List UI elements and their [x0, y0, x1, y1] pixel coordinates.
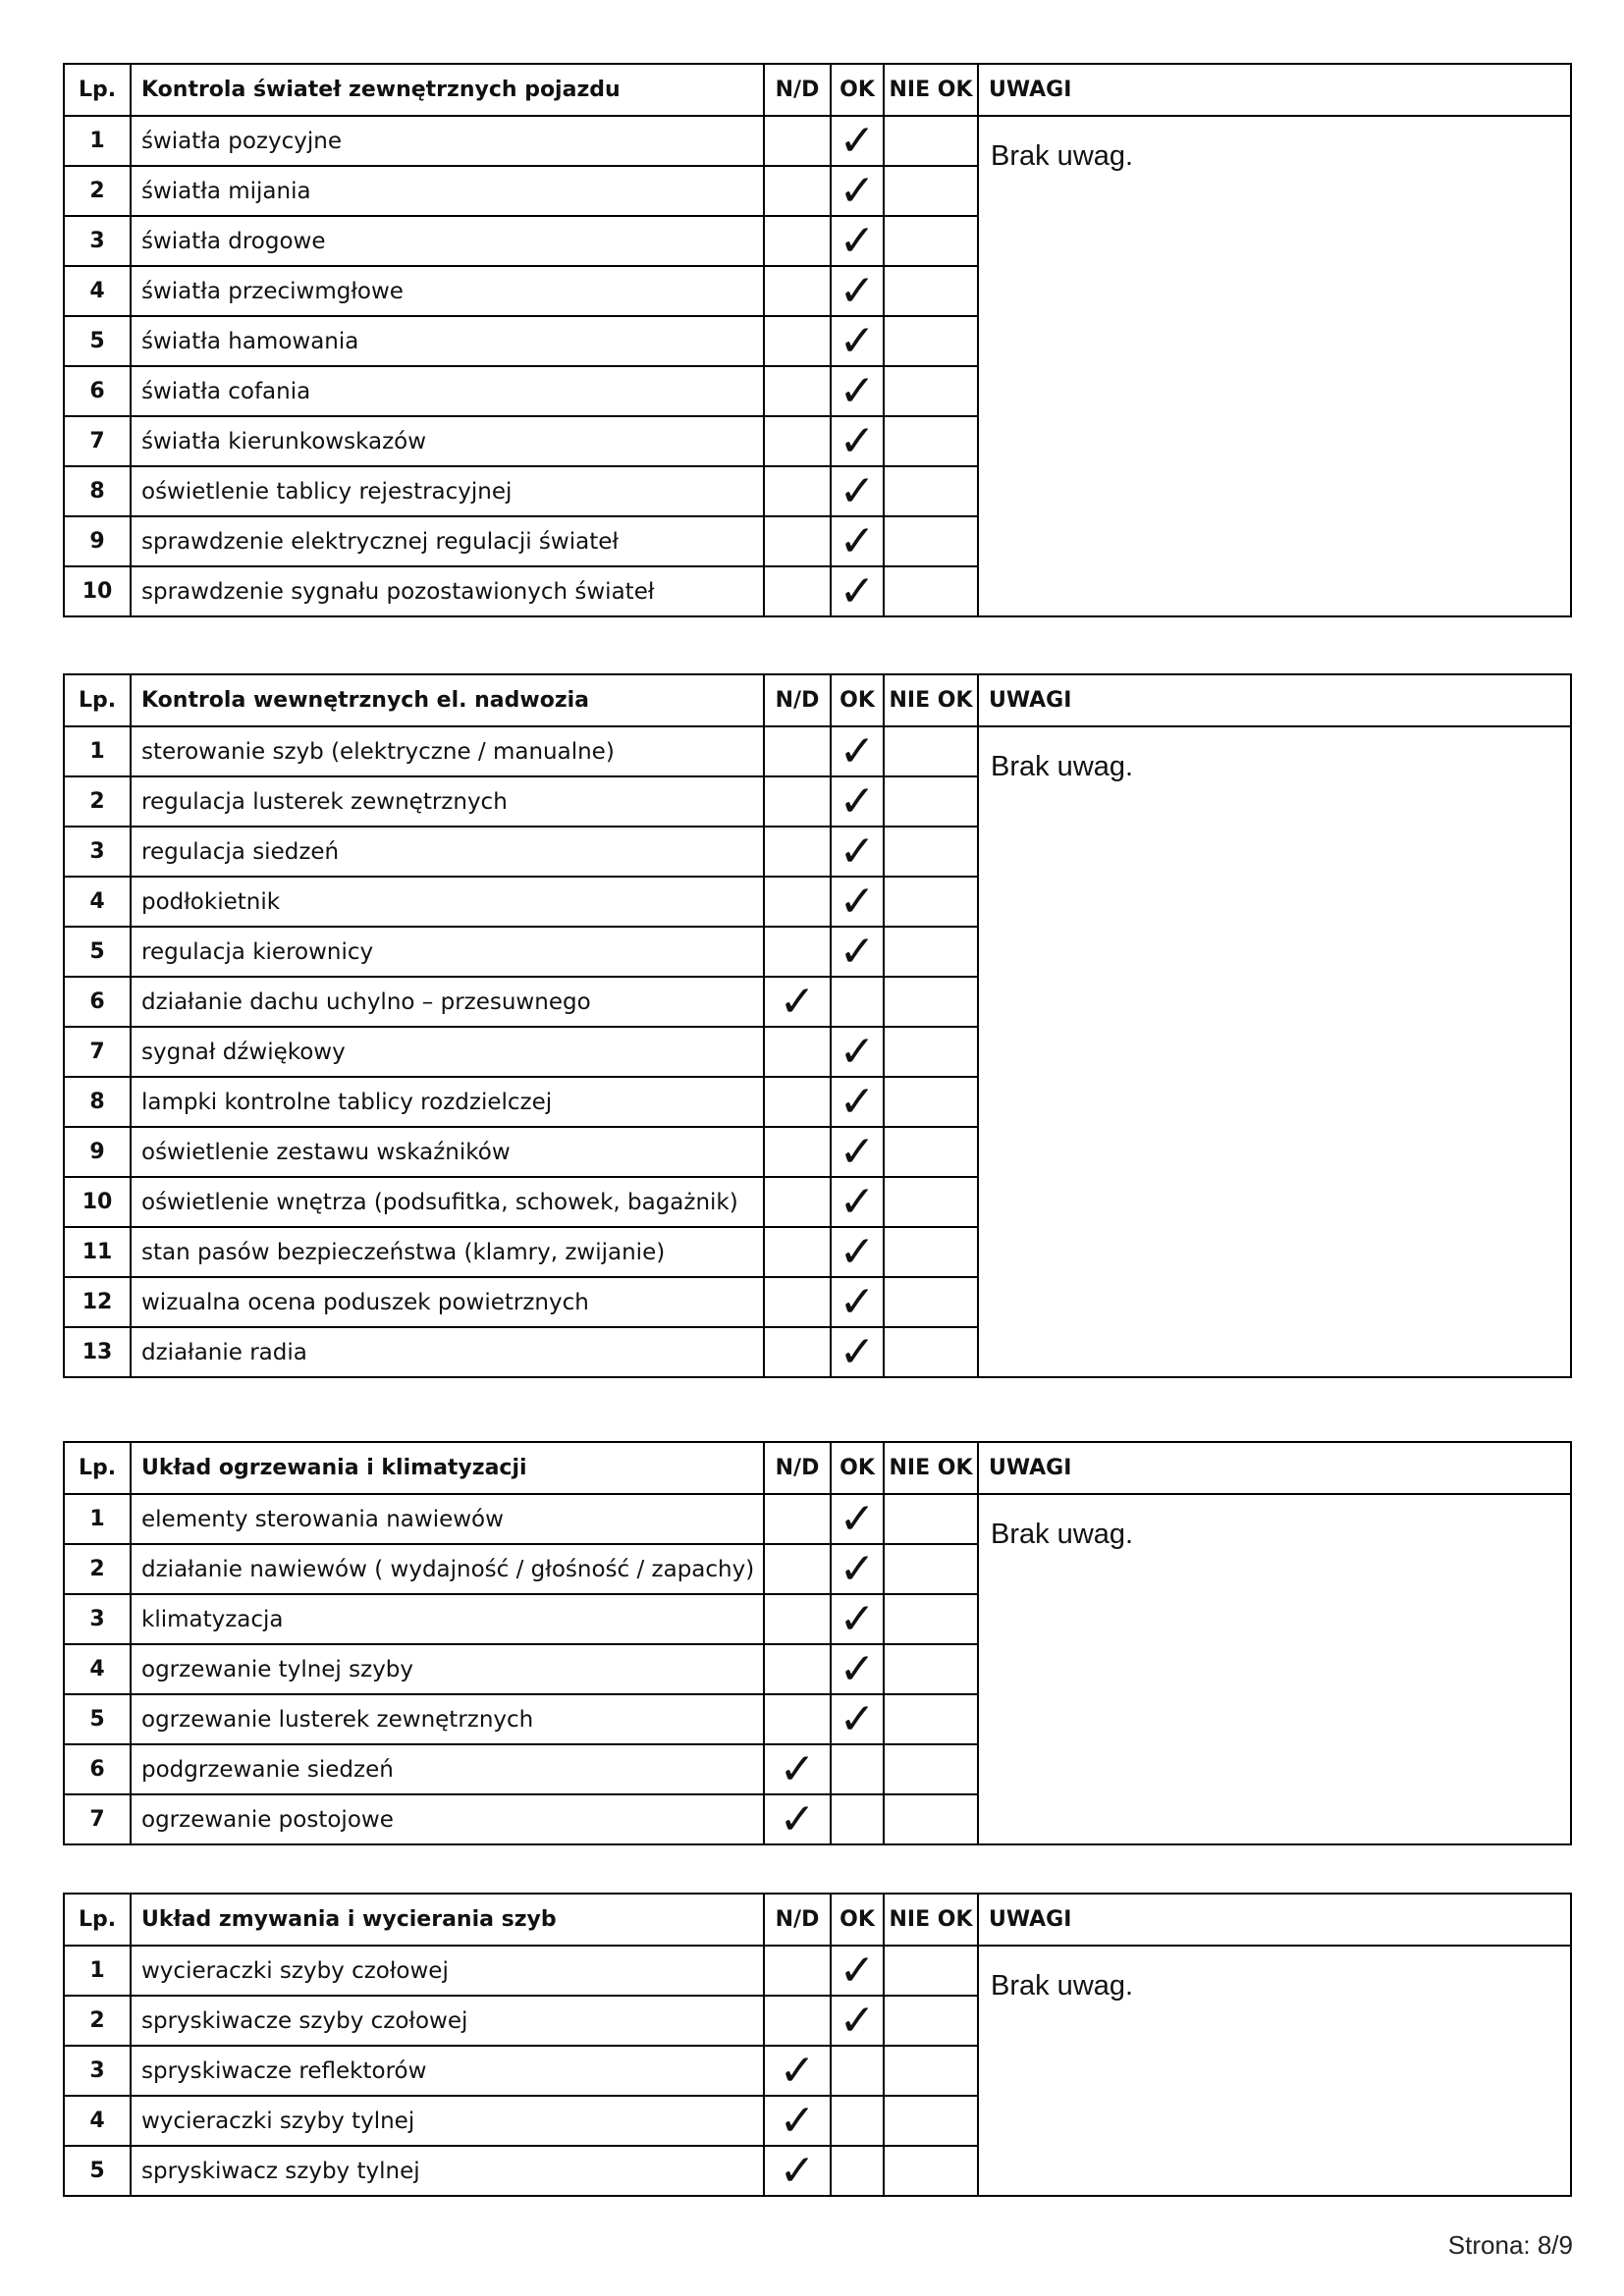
item-number: 1 [64, 1946, 131, 1996]
checkmark-icon: ✓ [839, 165, 876, 216]
remarks-text: Brak uwag. [978, 726, 1571, 1377]
item-number: 11 [64, 1227, 131, 1277]
column-header-uwagi: UWAGI [978, 1894, 1571, 1946]
status-cell-nd [764, 877, 831, 927]
status-cell-nieok [884, 416, 978, 466]
status-cell-nd [764, 466, 831, 516]
remarks-text: Brak uwag. [978, 1946, 1571, 2196]
page-number: Strona: 8/9 [1447, 2230, 1573, 2260]
item-number: 3 [64, 216, 131, 266]
table-row [64, 1494, 1571, 1544]
checkmark-icon: ✓ [839, 775, 876, 827]
status-cell-ok [831, 516, 884, 566]
status-cell-nd [764, 1177, 831, 1227]
column-header-nd: N/D [764, 1894, 831, 1946]
item-label: działanie dachu uchylno – przesuwnego [131, 977, 764, 1027]
status-cell-nd [764, 2096, 831, 2146]
status-cell-ok [831, 1794, 884, 1844]
column-header-nie-ok: NIE OK [884, 1894, 978, 1946]
column-header-ok: OK [831, 64, 884, 116]
status-cell-nd [764, 977, 831, 1027]
status-cell-nieok [884, 166, 978, 216]
item-number: 1 [64, 116, 131, 166]
item-number: 5 [64, 2146, 131, 2196]
status-cell-nd [764, 827, 831, 877]
status-cell-nd [764, 1544, 831, 1594]
remarks-text: Brak uwag. [978, 116, 1571, 616]
checkmark-icon: ✓ [839, 465, 876, 516]
status-cell-nieok [884, 726, 978, 776]
status-cell-ok [831, 466, 884, 516]
status-cell-ok [831, 2096, 884, 2146]
status-cell-nd [764, 366, 831, 416]
status-cell-nieok [884, 927, 978, 977]
checkmark-icon: ✓ [779, 2095, 816, 2146]
status-cell-nieok [884, 1027, 978, 1077]
item-number: 13 [64, 1327, 131, 1377]
item-number: 7 [64, 416, 131, 466]
status-cell-ok [831, 1644, 884, 1694]
item-number: 1 [64, 1494, 131, 1544]
status-cell-nd [764, 1494, 831, 1544]
item-number: 6 [64, 366, 131, 416]
section-header-row [64, 64, 1571, 116]
status-cell-ok [831, 266, 884, 316]
status-cell-nieok [884, 366, 978, 416]
checkmark-icon: ✓ [839, 926, 876, 977]
status-cell-nieok [884, 1744, 978, 1794]
status-cell-nd [764, 1594, 831, 1644]
item-label: oświetlenie wnętrza (podsufitka, schowek, bagażnik) [131, 1177, 764, 1227]
item-label: sterowanie szyb (elektryczne / manualne) [131, 726, 764, 776]
item-number: 10 [64, 1177, 131, 1227]
item-number: 9 [64, 1127, 131, 1177]
item-number: 4 [64, 1644, 131, 1694]
status-cell-ok [831, 1996, 884, 2046]
checkmark-icon: ✓ [779, 2145, 816, 2196]
section-header-row [64, 674, 1571, 726]
table-row [64, 116, 1571, 166]
status-cell-nieok [884, 1996, 978, 2046]
checkmark-icon: ✓ [839, 1326, 876, 1377]
checkmark-icon: ✓ [779, 2045, 816, 2096]
column-header-lp: Lp. [64, 1894, 131, 1946]
status-cell-nd [764, 1946, 831, 1996]
checkmark-icon: ✓ [839, 1543, 876, 1594]
item-number: 12 [64, 1277, 131, 1327]
status-cell-nd [764, 1327, 831, 1377]
status-cell-nieok [884, 1277, 978, 1327]
item-label: podgrzewanie siedzeń [131, 1744, 764, 1794]
status-cell-ok [831, 1544, 884, 1594]
status-cell-nd [764, 1644, 831, 1694]
item-label: regulacja siedzeń [131, 827, 764, 877]
status-cell-ok [831, 1494, 884, 1544]
checkmark-icon: ✓ [839, 826, 876, 877]
status-cell-nieok [884, 776, 978, 827]
item-number: 3 [64, 827, 131, 877]
item-label: oświetlenie tablicy rejestracyjnej [131, 466, 764, 516]
checkmark-icon: ✓ [839, 1126, 876, 1177]
item-label: spryskiwacze szyby czołowej [131, 1996, 764, 2046]
checkmark-icon: ✓ [839, 365, 876, 416]
status-cell-nd [764, 1744, 831, 1794]
section-header-row [64, 1442, 1571, 1494]
checkmark-icon: ✓ [839, 1995, 876, 2046]
item-label: wizualna ocena poduszek powietrznych [131, 1277, 764, 1327]
status-cell-nieok [884, 466, 978, 516]
status-cell-ok [831, 2146, 884, 2196]
checkmark-icon: ✓ [839, 1693, 876, 1744]
status-cell-nd [764, 1794, 831, 1844]
status-cell-ok [831, 1027, 884, 1077]
status-cell-nd [764, 266, 831, 316]
item-number: 6 [64, 1744, 131, 1794]
checkmark-icon: ✓ [839, 1945, 876, 1996]
item-label: światła mijania [131, 166, 764, 216]
checkmark-icon: ✓ [839, 515, 876, 566]
column-header-lp: Lp. [64, 64, 131, 116]
checkmark-icon: ✓ [779, 976, 816, 1027]
status-cell-nieok [884, 1494, 978, 1544]
status-cell-nd [764, 1277, 831, 1327]
item-number: 10 [64, 566, 131, 616]
status-cell-ok [831, 927, 884, 977]
status-cell-nieok [884, 316, 978, 366]
status-cell-nd [764, 1694, 831, 1744]
item-label: lampki kontrolne tablicy rozdzielczej [131, 1077, 764, 1127]
section-header-row [64, 1894, 1571, 1946]
status-cell-ok [831, 1744, 884, 1794]
item-label: wycieraczki szyby czołowej [131, 1946, 764, 1996]
status-cell-nieok [884, 2146, 978, 2196]
item-label: podłokietnik [131, 877, 764, 927]
item-number: 8 [64, 466, 131, 516]
status-cell-ok [831, 1227, 884, 1277]
item-label: ogrzewanie postojowe [131, 1794, 764, 1844]
status-cell-nieok [884, 116, 978, 166]
column-header-nd: N/D [764, 64, 831, 116]
table-row [64, 726, 1571, 776]
item-label: działanie radia [131, 1327, 764, 1377]
status-cell-nieok [884, 2096, 978, 2146]
status-cell-ok [831, 776, 884, 827]
item-label: regulacja kierownicy [131, 927, 764, 977]
checkmark-icon: ✓ [779, 1743, 816, 1794]
status-cell-ok [831, 166, 884, 216]
status-cell-nieok [884, 1077, 978, 1127]
item-label: sprawdzenie elektrycznej regulacji świateł [131, 516, 764, 566]
status-cell-ok [831, 1694, 884, 1744]
status-cell-nieok [884, 877, 978, 927]
section-title: Kontrola wewnętrznych el. nadwozia [131, 674, 764, 726]
status-cell-ok [831, 1177, 884, 1227]
status-cell-nd [764, 166, 831, 216]
checkmark-icon: ✓ [839, 876, 876, 927]
item-label: spryskiwacz szyby tylnej [131, 2146, 764, 2196]
item-number: 7 [64, 1027, 131, 1077]
item-number: 7 [64, 1794, 131, 1844]
status-cell-nd [764, 2146, 831, 2196]
status-cell-nd [764, 776, 831, 827]
status-cell-nieok [884, 977, 978, 1027]
status-cell-ok [831, 366, 884, 416]
item-label: światła przeciwmgłowe [131, 266, 764, 316]
item-number: 5 [64, 927, 131, 977]
section-table-heating-ac [63, 1441, 1572, 1845]
status-cell-nieok [884, 266, 978, 316]
status-cell-ok [831, 1327, 884, 1377]
status-cell-nieok [884, 516, 978, 566]
section-title: Kontrola świateł zewnętrznych pojazdu [131, 64, 764, 116]
checkmark-icon: ✓ [839, 1026, 876, 1077]
remarks-text: Brak uwag. [978, 1494, 1571, 1844]
item-number: 4 [64, 266, 131, 316]
status-cell-ok [831, 416, 884, 466]
status-cell-nd [764, 1027, 831, 1077]
status-cell-ok [831, 2046, 884, 2096]
section-table-exterior-lights [63, 63, 1572, 617]
checkmark-icon: ✓ [839, 115, 876, 166]
item-number: 3 [64, 2046, 131, 2096]
table-row [64, 1946, 1571, 1996]
checkmark-icon: ✓ [839, 1226, 876, 1277]
section-table-washers-wipers [63, 1893, 1572, 2197]
item-number: 5 [64, 1694, 131, 1744]
item-label: ogrzewanie lusterek zewnętrznych [131, 1694, 764, 1744]
section-title: Układ zmywania i wycierania szyb [131, 1894, 764, 1946]
status-cell-nd [764, 2046, 831, 2096]
item-label: spryskiwacze reflektorów [131, 2046, 764, 2096]
item-label: oświetlenie zestawu wskaźników [131, 1127, 764, 1177]
status-cell-ok [831, 1127, 884, 1177]
status-cell-ok [831, 566, 884, 616]
checkmark-icon: ✓ [839, 1493, 876, 1544]
status-cell-nieok [884, 1177, 978, 1227]
status-cell-nd [764, 566, 831, 616]
status-cell-nieok [884, 216, 978, 266]
item-label: działanie nawiewów ( wydajność / głośność / zapachy) [131, 1544, 764, 1594]
status-cell-ok [831, 726, 884, 776]
checkmark-icon: ✓ [839, 725, 876, 776]
item-label: sygnał dźwiękowy [131, 1027, 764, 1077]
column-header-nie-ok: NIE OK [884, 64, 978, 116]
section-title: Układ ogrzewania i klimatyzacji [131, 1442, 764, 1494]
status-cell-nieok [884, 1127, 978, 1177]
status-cell-ok [831, 1594, 884, 1644]
status-cell-ok [831, 316, 884, 366]
status-cell-nd [764, 1127, 831, 1177]
item-label: klimatyzacja [131, 1594, 764, 1644]
column-header-nd: N/D [764, 1442, 831, 1494]
item-number: 4 [64, 877, 131, 927]
column-header-lp: Lp. [64, 1442, 131, 1494]
item-label: sprawdzenie sygnału pozostawionych świateł [131, 566, 764, 616]
item-number: 2 [64, 166, 131, 216]
status-cell-nd [764, 116, 831, 166]
status-cell-nieok [884, 1594, 978, 1644]
status-cell-nd [764, 516, 831, 566]
item-number: 8 [64, 1077, 131, 1127]
item-label: elementy sterowania nawiewów [131, 1494, 764, 1544]
status-cell-nieok [884, 1227, 978, 1277]
item-number: 1 [64, 726, 131, 776]
status-cell-nd [764, 216, 831, 266]
status-cell-nd [764, 416, 831, 466]
status-cell-nieok [884, 1544, 978, 1594]
checkmark-icon: ✓ [839, 215, 876, 266]
status-cell-ok [831, 1277, 884, 1327]
column-header-nie-ok: NIE OK [884, 1442, 978, 1494]
column-header-uwagi: UWAGI [978, 1442, 1571, 1494]
item-label: ogrzewanie tylnej szyby [131, 1644, 764, 1694]
column-header-nd: N/D [764, 674, 831, 726]
status-cell-ok [831, 1946, 884, 1996]
status-cell-ok [831, 116, 884, 166]
status-cell-nieok [884, 1327, 978, 1377]
status-cell-nd [764, 726, 831, 776]
status-cell-nd [764, 927, 831, 977]
item-label: światła hamowania [131, 316, 764, 366]
status-cell-ok [831, 977, 884, 1027]
column-header-ok: OK [831, 1442, 884, 1494]
item-label: wycieraczki szyby tylnej [131, 2096, 764, 2146]
item-number: 2 [64, 1544, 131, 1594]
column-header-ok: OK [831, 1894, 884, 1946]
item-label: stan pasów bezpieczeństwa (klamry, zwijanie) [131, 1227, 764, 1277]
item-label: światła cofania [131, 366, 764, 416]
status-cell-ok [831, 877, 884, 927]
item-label: światła drogowe [131, 216, 764, 266]
checkmark-icon: ✓ [839, 1276, 876, 1327]
checkmark-icon: ✓ [839, 1076, 876, 1127]
status-cell-nieok [884, 2046, 978, 2096]
item-number: 3 [64, 1594, 131, 1644]
item-number: 2 [64, 776, 131, 827]
status-cell-ok [831, 827, 884, 877]
checkmark-icon: ✓ [839, 415, 876, 466]
column-header-ok: OK [831, 674, 884, 726]
item-number: 9 [64, 516, 131, 566]
status-cell-nd [764, 1077, 831, 1127]
checkmark-icon: ✓ [839, 1643, 876, 1694]
item-label: światła pozycyjne [131, 116, 764, 166]
column-header-uwagi: UWAGI [978, 674, 1571, 726]
column-header-nie-ok: NIE OK [884, 674, 978, 726]
status-cell-ok [831, 216, 884, 266]
checkmark-icon: ✓ [839, 1593, 876, 1644]
status-cell-nd [764, 1227, 831, 1277]
status-cell-nieok [884, 1694, 978, 1744]
checkmark-icon: ✓ [839, 1176, 876, 1227]
item-label: światła kierunkowskazów [131, 416, 764, 466]
item-number: 5 [64, 316, 131, 366]
status-cell-ok [831, 1077, 884, 1127]
status-cell-nieok [884, 1946, 978, 1996]
item-number: 4 [64, 2096, 131, 2146]
item-number: 2 [64, 1996, 131, 2046]
item-number: 6 [64, 977, 131, 1027]
status-cell-nd [764, 1996, 831, 2046]
status-cell-nieok [884, 566, 978, 616]
column-header-lp: Lp. [64, 674, 131, 726]
section-table-interior-body [63, 673, 1572, 1378]
column-header-uwagi: UWAGI [978, 64, 1571, 116]
checkmark-icon: ✓ [839, 315, 876, 366]
status-cell-nieok [884, 1794, 978, 1844]
checkmark-icon: ✓ [839, 565, 876, 616]
item-label: regulacja lusterek zewnętrznych [131, 776, 764, 827]
status-cell-nieok [884, 1644, 978, 1694]
checkmark-icon: ✓ [779, 1793, 816, 1844]
checkmark-icon: ✓ [839, 265, 876, 316]
status-cell-nd [764, 316, 831, 366]
status-cell-nieok [884, 827, 978, 877]
